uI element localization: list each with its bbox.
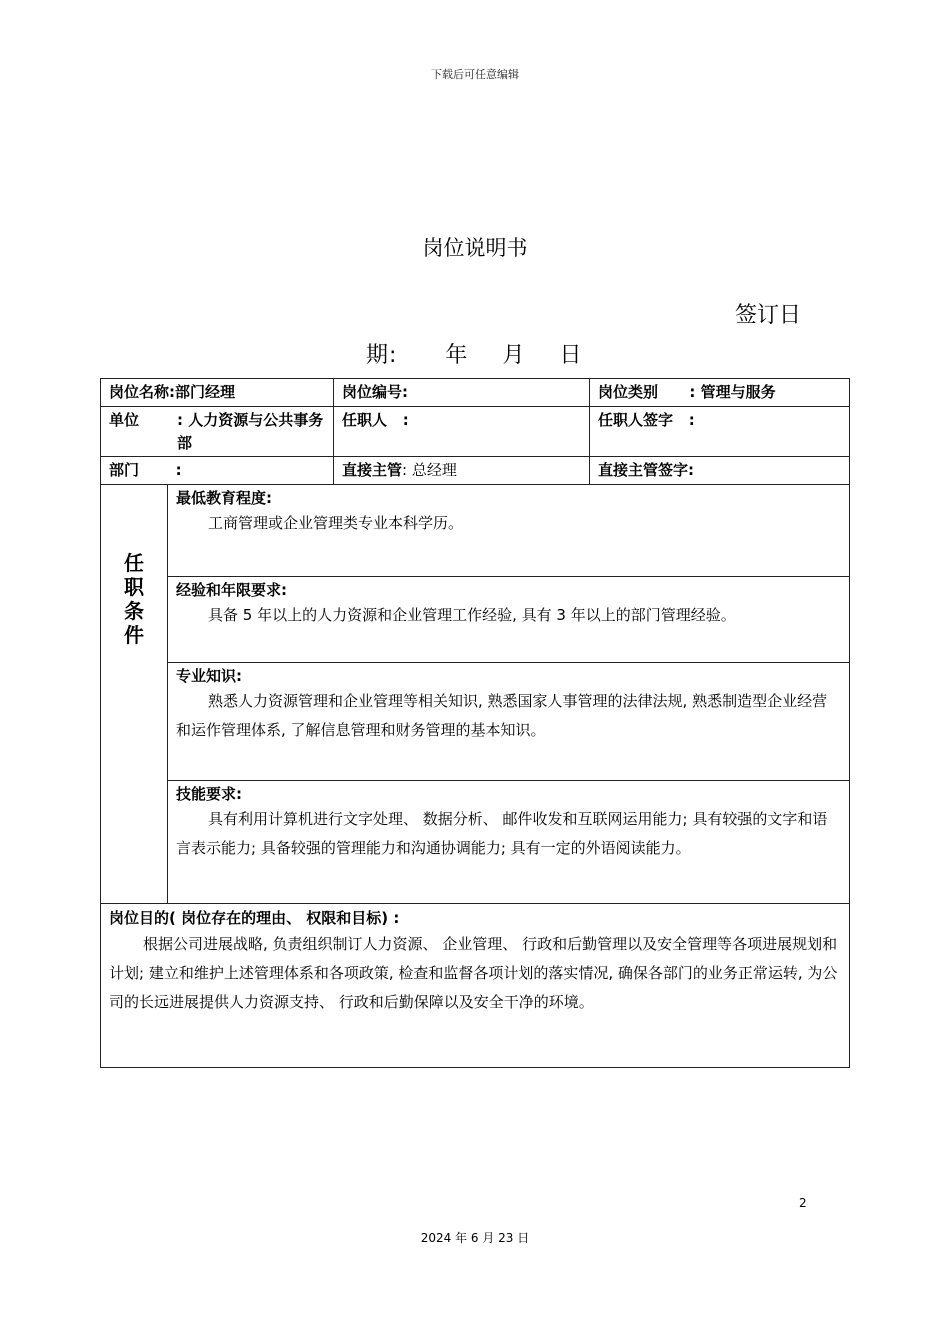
holder-cell <box>333 407 589 456</box>
job-description-form <box>100 378 850 1068</box>
sign-date-day: 日 <box>559 343 583 368</box>
knowledge-heading: 专业知识: <box>176 667 242 685</box>
knowledge-text: 熟悉人力资源管理和企业管理等相关知识, 熟悉国家人事管理的法律法规, 熟悉制造型企业经营和运作管理体系, 了解信息管理和财务管理的基本知识。 <box>176 692 828 739</box>
supervisor-value: : 总经理 <box>402 461 457 479</box>
dept-value: : <box>175 461 182 479</box>
experience-text: 具备 5 年以上的人力资源和企业管理工作经验, 具有 3 年以上的部门管理经验。 <box>208 606 736 624</box>
holder-sign-value: : <box>688 411 695 429</box>
dept-cell <box>101 457 333 484</box>
holder-sign-cell <box>589 407 849 456</box>
unit-value: : 人力资源与公共事务部 <box>177 411 324 452</box>
sign-date-year: 年 <box>445 343 469 368</box>
qualifications-side-label: 任职条件 <box>124 551 144 647</box>
purpose-text: 根据公司进展战略, 负责组织制订人力资源、 企业管理、 行政和后勤管理以及安全管理等各项进展规划和计划; 建立和维护上述管理体系和各项政策, 检查和监督各项计划的落实情况, 确保各部门的业务正常运转, 为公司的长远进展提供人力资源支持、 行政和后勤保障以及安全干净的环境。 <box>109 935 838 1011</box>
sign-date-label: 签订日 <box>735 303 802 328</box>
sign-date-month: 月 <box>502 343 526 368</box>
job-category-label: 岗位类别 <box>598 383 659 401</box>
education-block <box>168 485 849 576</box>
job-category-value: : 管理与服务 <box>689 383 776 401</box>
holder-sign-label: 任职人签字 <box>598 411 674 429</box>
qualifications-body <box>168 485 849 903</box>
education-heading: 最低教育程度: <box>176 489 272 507</box>
holder-value: : <box>402 411 409 429</box>
skills-heading: 技能要求: <box>176 785 242 803</box>
knowledge-block <box>168 662 849 780</box>
job-name-cell: 岗位名称:部门经理 <box>109 383 235 401</box>
qualifications-side-cell <box>101 485 168 903</box>
form-row-3 <box>101 457 849 485</box>
job-category-cell <box>589 379 849 406</box>
experience-block <box>168 576 849 662</box>
unit-cell <box>101 407 333 456</box>
sign-date-prefix: 期: <box>366 343 398 368</box>
supervisor-cell <box>333 457 589 484</box>
qualifications-section <box>101 485 849 904</box>
form-row-1 <box>101 379 849 407</box>
dept-label: 部门 <box>109 461 140 479</box>
skills-block <box>168 780 849 903</box>
unit-label: 单位 <box>109 411 140 429</box>
sign-date-line <box>366 338 582 369</box>
purpose-heading: 岗位目的( 岗位存在的理由、 权限和目标) : <box>109 909 400 927</box>
job-code-cell: 岗位编号: <box>333 379 589 406</box>
skills-text: 具有利用计算机进行文字处理、 数据分析、 邮件收发和互联网运用能力; 具有较强的文字和语言表示能力; 具备较强的管理能力和沟通协调能力; 具有一定的外语阅读能力。 <box>176 810 828 857</box>
page-number: 2 <box>799 1196 807 1210</box>
purpose-section <box>101 904 849 1067</box>
document-title: 岗位说明书 <box>422 236 528 260</box>
header-note: 下载后可任意编辑 <box>431 68 519 81</box>
footer-date: 2024 年 6 月 23 日 <box>420 1231 530 1245</box>
holder-label: 任职人 <box>342 411 388 429</box>
supervisor-sign-cell: 直接主管签字: <box>589 457 849 484</box>
experience-heading: 经验和年限要求: <box>176 581 287 599</box>
form-row-2 <box>101 407 849 457</box>
education-text: 工商管理或企业管理类专业本科学历。 <box>208 514 464 532</box>
supervisor-label: 直接主管 <box>342 461 403 479</box>
